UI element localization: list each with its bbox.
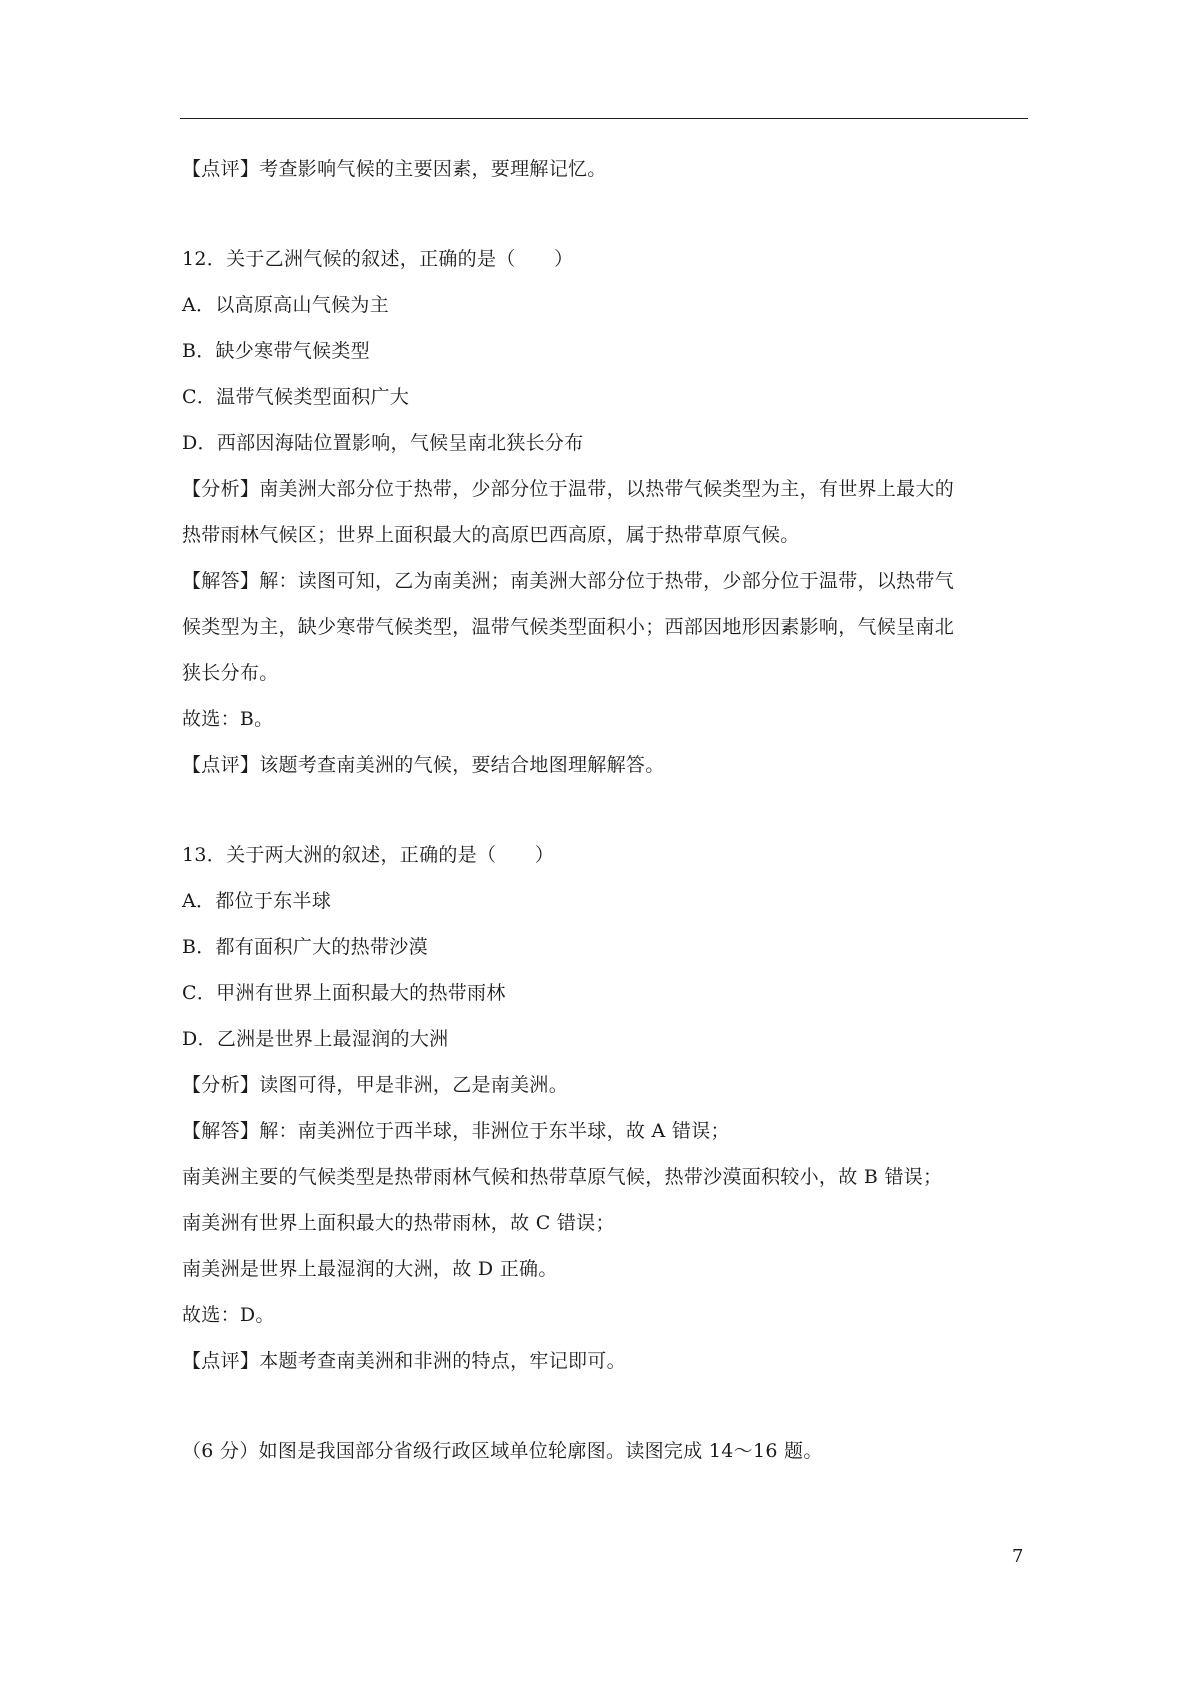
q13-comment: 【点评】本题考查南美洲和非洲的特点，牢记即可。 [182, 1350, 626, 1372]
q12-option-b: B．缺少寒带气候类型 [182, 340, 370, 362]
page-content [182, 146, 1032, 1474]
q13-answer-line: 【解答】解：南美洲位于西半球，非洲位于东半球，故 A 错误； [182, 1120, 730, 1142]
q13-answer-line: 南美洲是世界上最湿润的大洲，故 D 正确。 [182, 1258, 558, 1280]
q13-answer-line: 南美洲有世界上面积最大的热带雨林，故 C 错误； [182, 1212, 615, 1234]
q12-option-d: D．西部因海陆位置影响，气候呈南北狭长分布 [182, 432, 584, 454]
q13-option-a: A．都位于东半球 [182, 890, 332, 912]
q12-answer-line: 狭长分布。 [182, 662, 279, 684]
q12-choice: 故选：B。 [182, 708, 274, 730]
q12-comment: 【点评】该题考查南美洲的气候，要结合地图理解解答。 [182, 754, 665, 776]
q12-answer-line: 候类型为主，缺少寒带气候类型，温带气候类型面积小；西部因地形因素影响，气候呈南北 [182, 616, 955, 638]
q13-option-b: B．都有面积广大的热带沙漠 [182, 936, 428, 958]
q12-analysis-line: 热带雨林气候区；世界上面积最大的高原巴西高原，属于热带草原气候。 [182, 524, 800, 546]
q12-option-a: A．以高原高山气候为主 [182, 294, 390, 316]
q13-choice: 故选：D。 [182, 1304, 275, 1326]
q13-option-d: D．乙洲是世界上最湿润的大洲 [182, 1028, 449, 1050]
q13-answer-line: 南美洲主要的气候类型是热带雨林气候和热带草原气候，热带沙漠面积较小，故 B 错误； [182, 1166, 943, 1188]
header-rule [180, 118, 1028, 119]
q12-answer-line: 【解答】解：读图可知，乙为南美洲；南美洲大部分位于热带，少部分位于温带，以热带气 [182, 570, 955, 592]
question-12-stem: 12．关于乙洲气候的叙述，正确的是（ ） [182, 248, 574, 270]
comment-block1: 【点评】考查影响气候的主要因素，要理解记忆。 [182, 158, 607, 180]
question-13-stem: 13．关于两大洲的叙述，正确的是（ ） [182, 844, 555, 866]
q12-option-c: C．温带气候类型面积广大 [182, 386, 410, 408]
page-number: 7 [1012, 1546, 1024, 1567]
q13-analysis-line: 【分析】读图可得，甲是非洲，乙是南美洲。 [182, 1074, 569, 1096]
q13-option-c: C．甲洲有世界上面积最大的热带雨林 [182, 982, 506, 1004]
q12-analysis-line: 【分析】南美洲大部分位于热带，少部分位于温带，以热带气候类型为主，有世界上最大的 [182, 478, 955, 500]
next-section-intro: （6 分）如图是我国部分省级行政区域单位轮廓图。读图完成 14～16 题。 [182, 1440, 823, 1462]
